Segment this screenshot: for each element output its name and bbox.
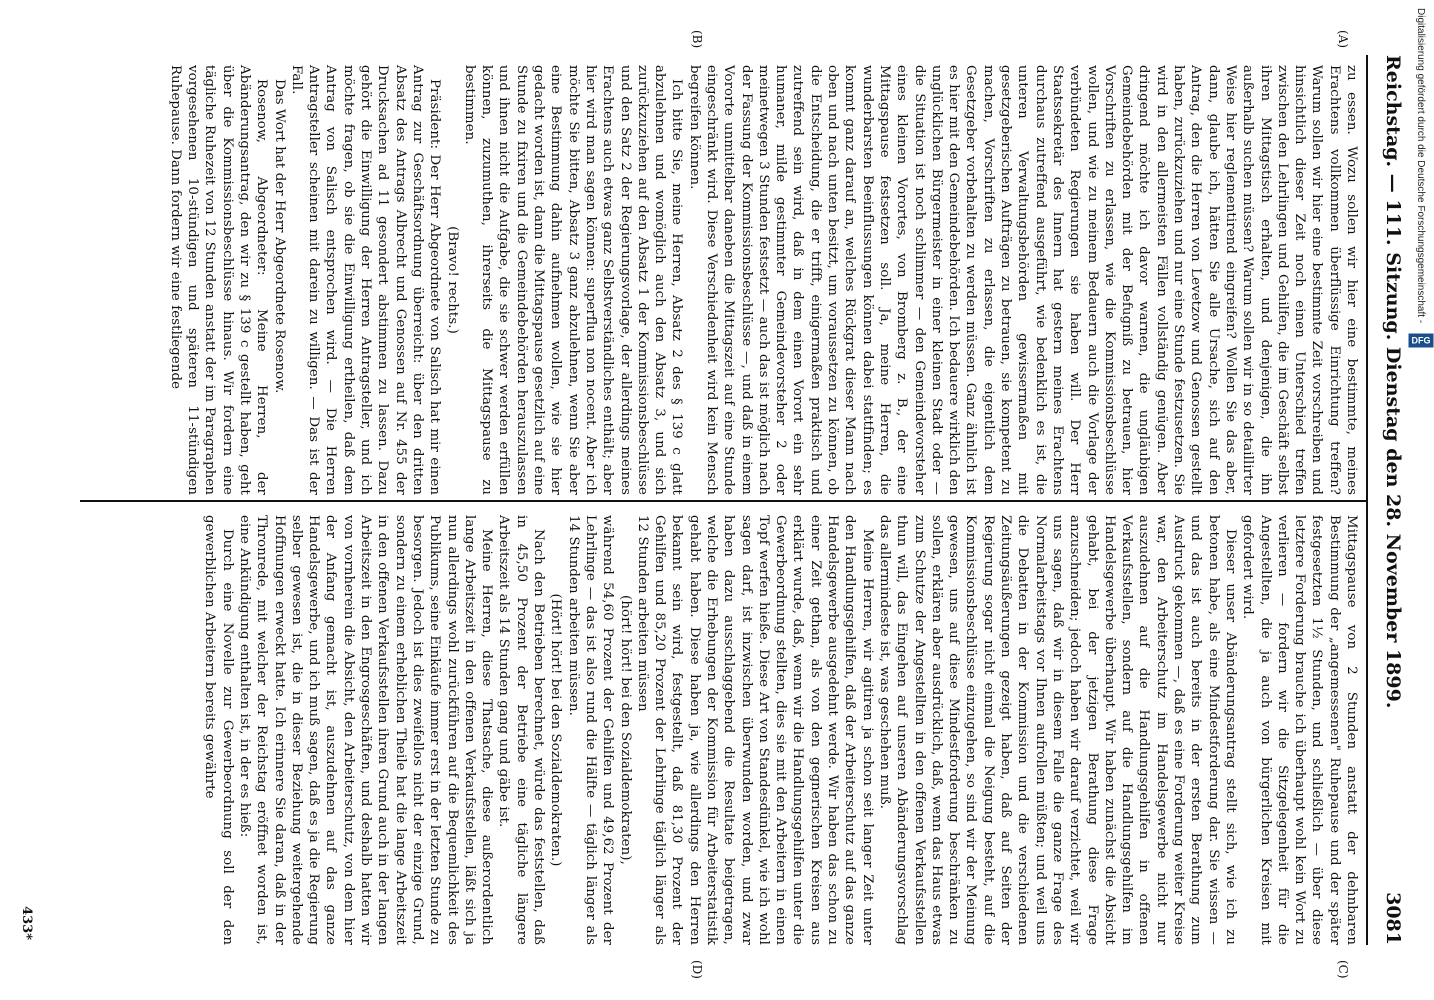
paragraph: Rosenow, Abgeordneter: Meine Herren, der Abänderungsantrag, den wir zu § 139 c gestellt haben, geht über die Kommissionsbeschlüsse hinaus. Wir fordern eine tägliche Ruhezeit von 12 Stunden anstatt der im Paragraphen vorgesehenen 10-stündigen und späteren 11-stündigen Ruhepause. Dann fordern wir eine festliegende [167,65,270,495]
paragraph: Nach den Betrieben berechnet, würde das feststellen, daß in 45,50 Prozent der Betriebe eine tägliche längere Arbeitszeit als 14 Stunden gang und gäbe ist. [496,515,547,945]
paragraph: Mittagspause von 2 Stunden anstatt der dehnbaren Bestimmung der „angemessenen" Ruhepause und der später festgesetzten 1½ Stunden, und schließlich — über diese letztere Forderung brauche ich überhaupt wohl kein Wort zu verlieren — fordern wir die Sitzgelegenheit für die Angestellten, die ja auch von bürgerlichen Kreisen mit gefordert wird. [1240,515,1359,945]
left-column [167,65,1360,495]
page-header [1374,55,1404,945]
digitization-notice [1412,8,1432,728]
paragraph: zu essen. Wozu sollen wir hier eine bestimmte, meines Erachtens vollkommen überflüssige Einrichtung treffen? Warum sollen wir hier eine bestimmte Zeit vorschreiben und hinsichtlich dieser Zeit noch einen Unterschied treffen zwischen den Lehrlingen und Gehilfen, die im Geschäft selbst ihren Mittagstisch erhalten, und denjenigen, die ihn außerhalb suchen müssen? Warum sollen wir in so detaillirter Weise hier reglementirend eingreifen? Wollen Sie das aber, dann, glaube ich, hätten Sie alle Ursache, sich auf den Antrag, den die Herren von Levetzow und Genossen gestellt haben, zurückzuziehen und nur eine Stunde festzusetzen. Sie wird in den allermeisten Fällen vollständig genügen. Aber dringend möchte ich davor warnen, die ungläubigen Gemeindebehörden mit der Befugniß zu betrauen, hier Vorschriften zu erlassen, wie die Kommissionsbeschlüsse wollen, und wie zu meinem Bedauern auch die Vorlage der verbündeten Regierungen sie haben will. Der Herr Staatssekretär des Innern hat gestern meines Erachtens durchaus zutreffend ausgeführt, wie bedenklich es ist, die unteren Verwaltungsbehörden gewissermaßen mit gesetzgeberischen Aufträgen zu betrauen, sie kompetent zu machen, Vorschriften zu erlassen, die eigentlich dem Gesetzgeber vorbehalten zu werden müssen. Ganz ähnlich ist es hier mit den Gemeindebehörden. Ich bedauere wirklich den unglücklichen Bürgermeister in einer kleinen Stadt oder — die Situation ist noch schlimmer — den Gemeindevorsteher eines kleinen Vorortes, von Bromberg z. B., der eine Mittagspause festsetzen soll. Ja, meine Herren, die wunderbarsten Beeinflussungen können dabei stattfinden; es kommt ganz darauf an, welches Rückgrat dieser Mann nach oben und nach unten besitzt, um voraussetzen zu können, ob die Entscheidung, die er trifft, einigermaßen praktisch und zutreffend sein wird, daß in dem einen Vorort ein sehr humaner, milde gestimmter Gemeindevorsteher 2 oder meinetwegen 3 Stunden festsetzt — auch das ist möglich nach der Fassung der Kommissionsbeschlüsse —, und daß in einem Vororte unmittelbar daneben die Mittagszeit auf eine Stunde eingeschränkt wird. Diese Verschiedenheit wird kein Mensch begreifen können. [686,65,1359,495]
margin-marker-d: (D) [690,960,704,979]
page-number: 3081 [1382,892,1404,945]
header-title: Reichstag. — 111. Sitzung. Dienstag den 28. November 1899. [1382,55,1404,709]
margin-marker-c: (C) [1336,960,1350,979]
paragraph: Dieser unser Abänderungsantrag stellt sich, wie ich zu betonen habe, als eine Mindestforderung dar. Sie wissen — und das ist auch bereits in der ersten Berathung zum Ausdruck gekommen —, daß es eine Forderung weiter Kreise war, den Arbeiterschutz im Handelsgewerbe nicht nur auszudehnen auf die Handlungsgehilfen in offenen Verkaufsstellen, sondern auf die Handlungsgehilfen im Handelsgewerbe überhaupt. Wir haben zunächst die Absicht gehabt, bei der jetzigen Berathung diese Frage anzuschneiden; jedoch haben wir darauf verzichtet, weil wir uns sagen, daß wir in diesem Falle die ganze Frage des Normalarbeitstags vor Ihnen aufrollen müßten; und weil uns die Debatten in der Kommission und die verschiedenen Zeitungsäußerungen gezeigt haben, daß auf Seiten der Regierung sogar nicht einmal die Neigung besteht, auf die Kommissionsbeschlüsse einzugehen, so sind wir der Meinung gewesen, uns auf diese Mindestforderung beschränken zu sollen, erklären aber ausdrücklich, daß, wenn das Haus etwas zum Schutze der Angestellten in den offenen Verkaufsstellen thun will, das Eingehen auf unseren Abänderungsvorschlag das allermindeste ist, was geschehen muß. [876,515,1238,945]
right-column [201,515,1360,945]
column-divider [80,500,1368,502]
quote: Durch eine Novelle zur Gewerbeordnung soll der den gewerblichen Arbeitern bereits gewährte [202,515,235,945]
paragraph: Meine Herren, wir agitiren ja schon seit langer Zeit unter den Handlungsgehilfen, daß der Arbeiterschutz auf das ganze Handelsgewerbe ausgedehnt werde. Wir haben das schon zu einer Zeit gethan, als von den gegnerischen Kreisen aus erklärt wurde, daß, wenn wir die Handlungsgehilfen unter die Gewerbeordnung stellten, dies sie mit den Arbeitern in einen Topf werfen hieße. Diese Art von Standesdünkel, wie ich wohl sagen darf, ist inzwischen überwunden worden, und zwar haben dazu ausschlaggebend die Resultate beigetragen, welche die Erhebungen der Kommission für Arbeiterstatistik gehabt haben. Diese haben ja, wie allerdings den Herren bekannt sein wird, festgestellt, daß 81,30 Prozent der Gehilfen und 85,20 Prozent der Lehrlinge täglich länger als 12 Stunden arbeiten müssen [634,515,875,945]
signature-mark: 433* [19,906,34,940]
interjection: (Hört! hört! bei den Sozialdemokraten.) [548,593,564,867]
paragraph: Das Wort hat der Herr Abgeordnete Rosenow. [271,79,287,394]
paragraph: während 54,60 Prozent der Gehilfen und 49,62 Prozent der Lehrlinge — das ist also rund die Hälfte — täglich länger als 14 Stunden arbeiten müssen. [565,515,616,945]
interjection: (hört! hört! bei den Sozialdemokraten), [617,595,633,865]
interjection: (Bravo! rechts.) [444,226,460,334]
paragraph: Meine Herren, diese Thatsache, diese außerordentlich lange Arbeitszeit in den offenen Verkaufsstellen, läßt sich ja nun allerdings wohl zurückführen auf die Bequemlichkeit des Publikums, seine Einkäufe immer erst in der letzten Stunde zu besorgen. Jedoch ist dies zweifellos nicht der einzige Grund, sondern zu einem erheblichen Theile hat die lange Arbeitszeit in den offenen Verkaufsstellen ihren Grund auch in der langen Arbeitszeit in den Engrosgeschäften, und deshalb hatten wir von vornherein die Absicht, den Arbeiterschutz, von dem hier der Anfang gemacht ist, auszudehnen auf das ganze Handelsgewerbe, und ich muß sagen, daß es ja die Regierung selber gewesen ist, die in dieser Beziehung weitergehende Hoffnungen erweckt hatte. Ich erinnere Sie daran, daß in der Thronrede, mit welcher der Reichstag eröffnet worden ist, eine Ankündigung enthalten ist, in der es hieß: [237,515,495,945]
paragraph: Präsident: Der Herr Abgeordnete von Salisch hat mir einen Antrag zur Geschäftsordnung überreicht: über den dritten Absatz des Antrags Albrecht und Genossen auf Nr. 455 der Drucksachen ad 11 gesondert abstimmen zu lassen. Dazu gehört die Einwilligung der Herren Antragsteller, und ich möchte fragen, ob sie die Einwilligung ertheilen, daß dem Antrag von Salisch entsprochen wird. — Die Herren Antragsteller scheinen mit darein zu willigen. — Das ist der Fall. [288,65,443,495]
notice-text: Digitalisierung gefördert durch die Deutsche Forschungsgemeinschaft - [1415,8,1426,324]
dfg-logo: DFG [1409,333,1434,347]
margin-marker-a: (A) [1336,30,1350,49]
paragraph: Ich bitte Sie, meine Herren, Absatz 2 des § 139 c glatt abzulehnen und womöglich auch den Absatz 3, und sich zurückzuziehen auf den Absatz 1 der Kommissionsbeschlüsse und den Satz 2 der Regierungsvorlage, der allerdings meines Erachtens auch etwas ganz Selbstverständliches enthält; aber hier wird man sagen können: superflua non nocent. Aber ich möchte Sie bitten, Absatz 3 ganz abzulehnen, wenn Sie aber eine Bestimmung dahin aufnehmen wollen, wie sie hier gedacht worden ist, dann die Mittagspause gesetzlich auf eine Stunde zu fixiren und die Gemeindebehörden herauszulassen und ihnen nicht die Aufgabe, die sie schwer werden erfüllen können, zuzumuthen, ihrerseits die Mittagspause zu bestimmen. [461,65,685,495]
margin-marker-b: (B) [690,30,704,49]
